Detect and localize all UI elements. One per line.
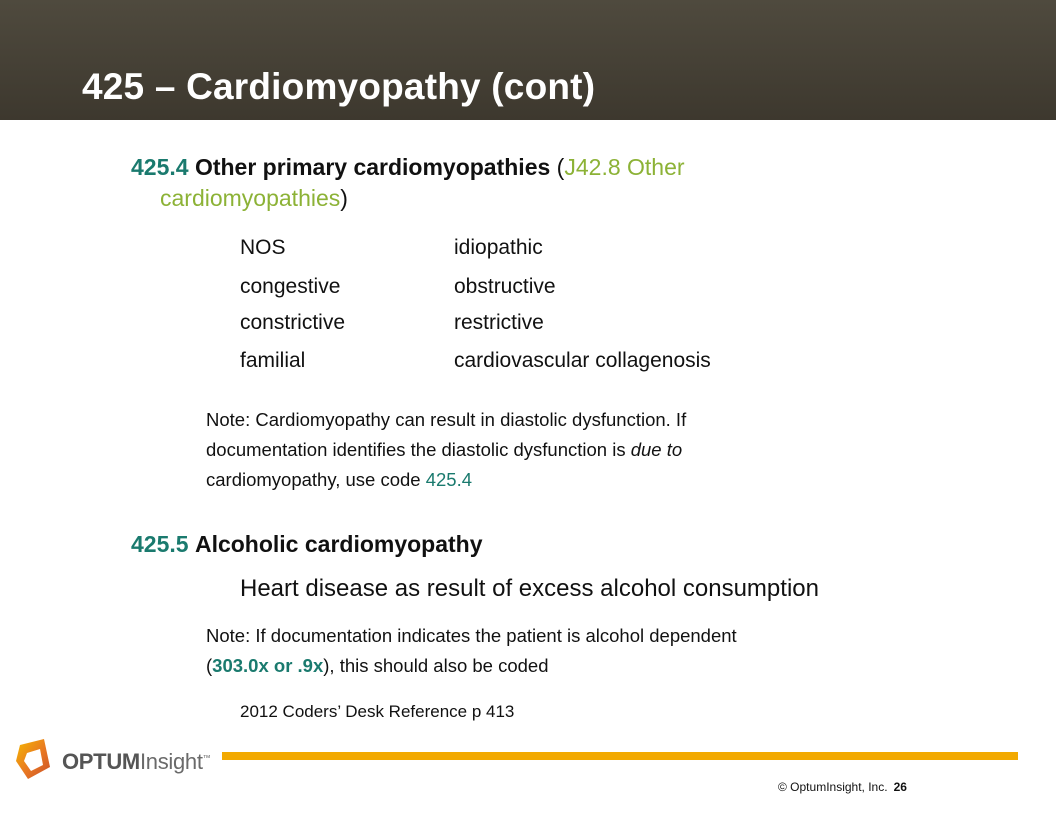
icd10-code-line2: cardiomyopathies: [160, 185, 341, 211]
note2-line1: Note: If documentation indicates the patient is alcohol dependent: [206, 625, 737, 646]
note1-line3: cardiomyopathy, use code: [206, 469, 426, 490]
note2-codes: 303.0x or .9x: [212, 655, 324, 676]
note1-code-425-4: 425.4: [425, 469, 473, 490]
logo-wordmark: [62, 749, 210, 775]
note-alcohol-dependent: [206, 621, 926, 681]
title-banner: [0, 0, 1056, 120]
note-diastolic-dysfunction: [206, 405, 926, 495]
alcohol-description: Heart disease as result of excess alcohol consumption: [240, 575, 819, 602]
section-425-5-heading: [131, 529, 483, 560]
footer-accent-bar: [222, 752, 1018, 760]
page-number: 26: [893, 780, 907, 794]
logo-optum: OPTUM: [62, 749, 140, 774]
section-425-4-heading: [131, 152, 685, 214]
term-cardiovascular-collagenosis: cardiovascular collagenosis: [454, 349, 711, 372]
copyright: © OptumInsight, Inc.: [778, 780, 888, 794]
term-familial: familial: [240, 349, 306, 372]
note1-due-to: due to: [630, 439, 683, 460]
term-restrictive: restrictive: [454, 311, 544, 334]
code-425-5: 425.5: [131, 531, 189, 557]
heading-425-4: Other primary cardiomyopathies: [194, 154, 551, 180]
note2-rest: ), this should also be coded: [323, 655, 549, 676]
note1-line1: Note: Cardiomyopathy can result in diastolic dysfunction. If: [206, 409, 687, 430]
heading-425-5: Alcoholic cardiomyopathy: [194, 531, 483, 557]
icd10-code-line1: J42.8 Other: [564, 154, 685, 180]
paren-open: (: [550, 154, 565, 180]
term-congestive: congestive: [240, 275, 341, 298]
note2-paren-open: (: [206, 655, 213, 676]
term-idiopathic: idiopathic: [454, 236, 543, 259]
paren-close: ): [340, 185, 348, 211]
logo-trademark: ™: [202, 753, 211, 763]
term-constrictive: constrictive: [240, 311, 346, 334]
optum-diamond-icon: [14, 737, 54, 783]
code-425-4: 425.4: [131, 154, 189, 180]
term-obstructive: obstructive: [454, 275, 556, 298]
footer: [778, 780, 907, 794]
slide-title: 425 – Cardiomyopathy (cont): [82, 66, 596, 107]
term-nos: NOS: [240, 236, 286, 259]
reference-citation: 2012 Coders’ Desk Reference p 413: [240, 702, 515, 721]
note1-line2: documentation identifies the diastolic dysfunction is: [206, 439, 631, 460]
logo-insight: Insight: [139, 749, 203, 774]
optuminsight-logo: [14, 737, 234, 787]
